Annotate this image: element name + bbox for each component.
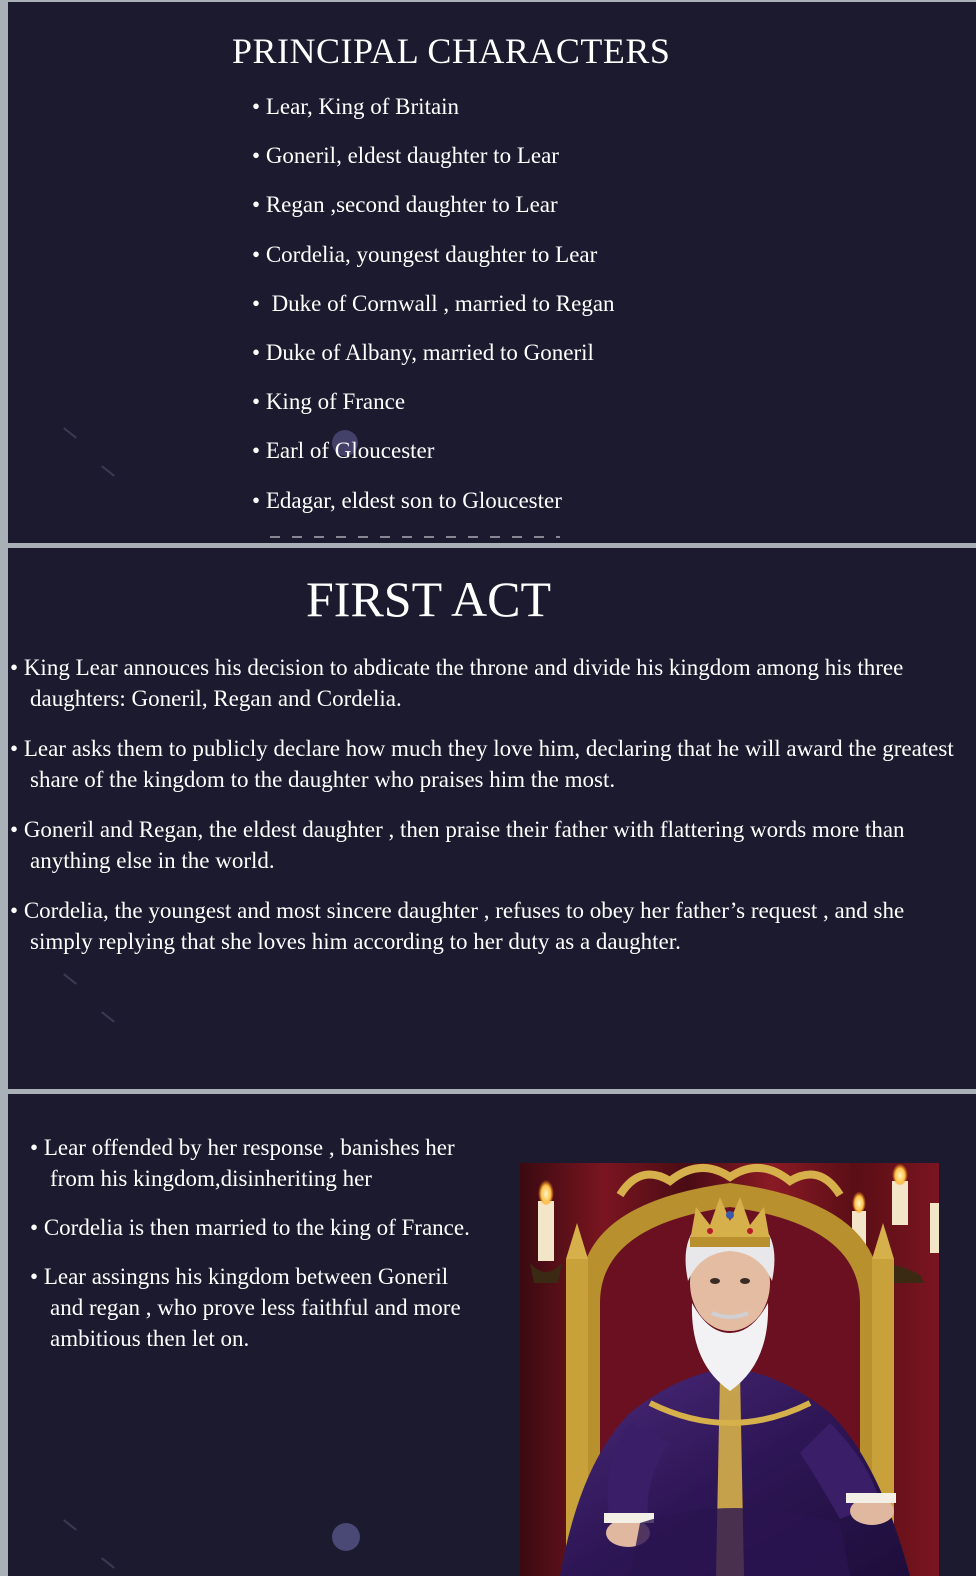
list-item: • King of France [252,387,615,436]
slide-dot [332,1523,360,1551]
act-points-list [10,652,960,976]
character-list [252,92,615,535]
list-item: • Earl of Gloucester [252,436,615,485]
decorative-line [101,465,115,476]
list-item: • Cordelia, the youngest and most sincere daughter , refuses to obey her father’s request , and she simply replying that she loves him according to her duty as a daughter. [10,895,960,957]
list-item: • King Lear annouces his decision to abdicate the throne and divide his kingdom among his three daughters: Goneril, Regan and Cordelia. [10,652,960,714]
list-item: • Lear assingns his kingdom between Goneril and regan , who prove less faithful and more ambitious then let on. [30,1261,480,1354]
list-item: • Duke of Albany, married to Goneril [252,338,615,387]
list-item: • Regan ,second daughter to Lear [252,190,615,239]
decorative-line [63,427,77,438]
list-item: • Lear, King of Britain [252,92,615,141]
list-item: • Cordelia, youngest daughter to Lear [252,240,615,289]
king-lear-throne-image [520,1163,939,1576]
slide-title: PRINCIPAL CHARACTERS [232,31,671,71]
clipped-overflow-text [270,532,570,542]
act-continued-list [30,1132,480,1372]
decorative-line [101,1557,115,1568]
slide-title: FIRST ACT [306,571,551,627]
list-item: • Cordelia is then married to the king of France. [30,1212,480,1243]
decorative-line [101,1011,115,1022]
list-item: • Lear offended by her response , banishes her from his kingdom,disinheriting her [30,1132,480,1194]
list-item: • Goneril and Regan, the eldest daughter , then praise their father with flattering words more than anything else in the world. [10,814,960,876]
list-item: • Lear asks them to publicly declare how much they love him, declaring that he will award the greatest share of the kingdom to the daughter who praises him the most. [10,733,960,795]
list-item: • Duke of Cornwall , married to Regan [252,289,615,338]
decorative-line [63,1519,77,1530]
list-item: • Edagar, eldest son to Gloucester [252,486,615,535]
list-item: • Goneril, eldest daughter to Lear [252,141,615,190]
